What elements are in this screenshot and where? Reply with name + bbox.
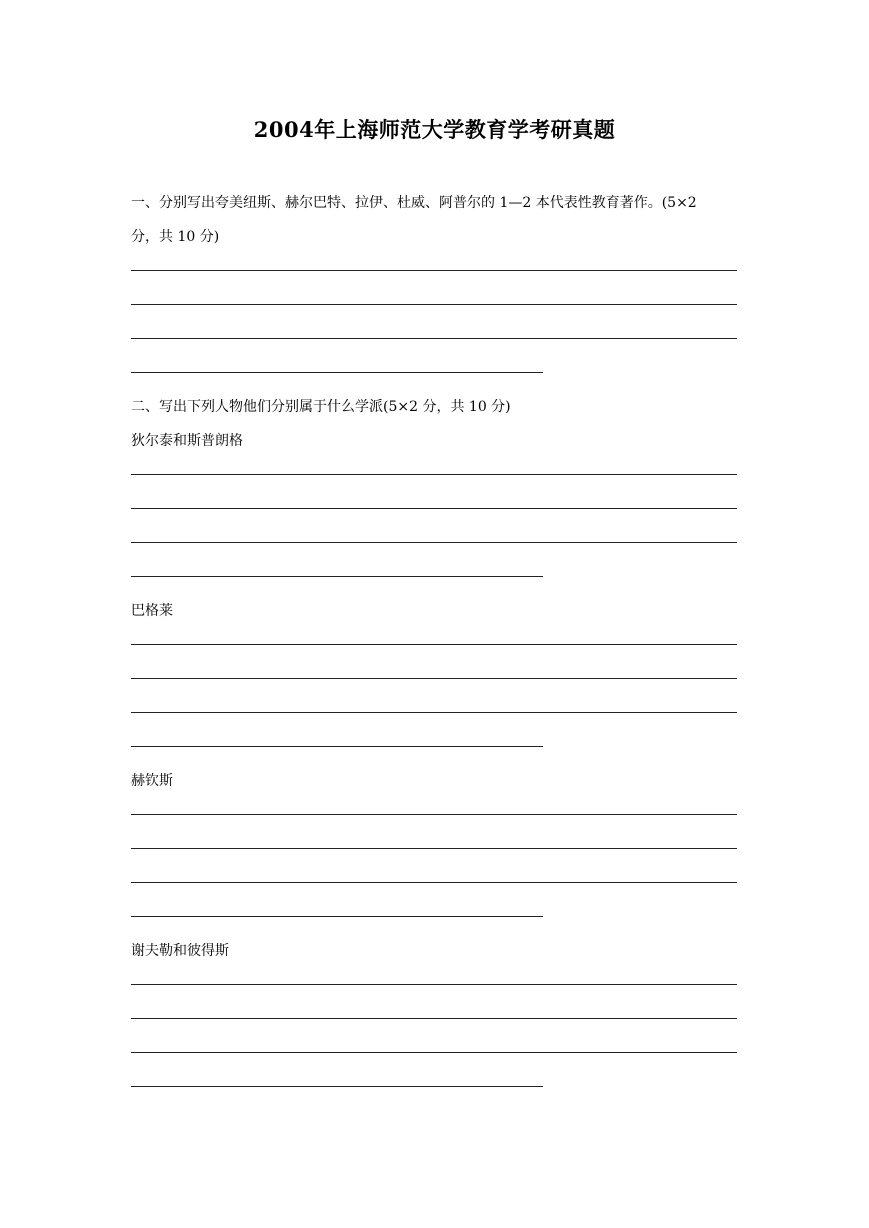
- answer-line: [131, 492, 741, 526]
- answer-line: [131, 662, 741, 696]
- answer-line: [131, 798, 741, 832]
- answer-line: [131, 356, 741, 390]
- answer-line: [131, 730, 741, 764]
- answer-line: [131, 832, 741, 866]
- question-1-text-line-2: 分，共 10 分): [131, 229, 220, 245]
- answer-line: [131, 1070, 741, 1104]
- answer-line: [131, 1036, 741, 1070]
- answer-line: [131, 696, 741, 730]
- answer-line: [131, 900, 741, 934]
- page-title: 2004年上海师范大学教育学考研真题: [253, 117, 616, 142]
- answer-line: [131, 288, 741, 322]
- question-1-text-line-1: 一、分别写出夸美纽斯、赫尔巴特、拉伊、杜威、阿普尔的 1—2 本代表性教育著作。(5×2: [131, 195, 697, 211]
- answer-line: [131, 254, 741, 288]
- question-2-item-1: 狄尔泰和斯普朗格: [131, 433, 243, 449]
- question-2-heading: 二、写出下列人物他们分别属于什么学派(5×2 分，共 10 分): [131, 399, 511, 415]
- answer-line: [131, 1002, 741, 1036]
- answer-line: [131, 526, 741, 560]
- question-2-item-3: 赫钦斯: [131, 773, 173, 789]
- answer-line: [131, 968, 741, 1002]
- question-2-item-4: 谢夫勒和彼得斯: [131, 943, 229, 959]
- question-2-item-2: 巴格莱: [131, 603, 173, 619]
- answer-line: [131, 628, 741, 662]
- answer-line: [131, 458, 741, 492]
- document-body: [131, 186, 741, 1104]
- answer-line: [131, 560, 741, 594]
- answer-line: [131, 866, 741, 900]
- answer-line: [131, 322, 741, 356]
